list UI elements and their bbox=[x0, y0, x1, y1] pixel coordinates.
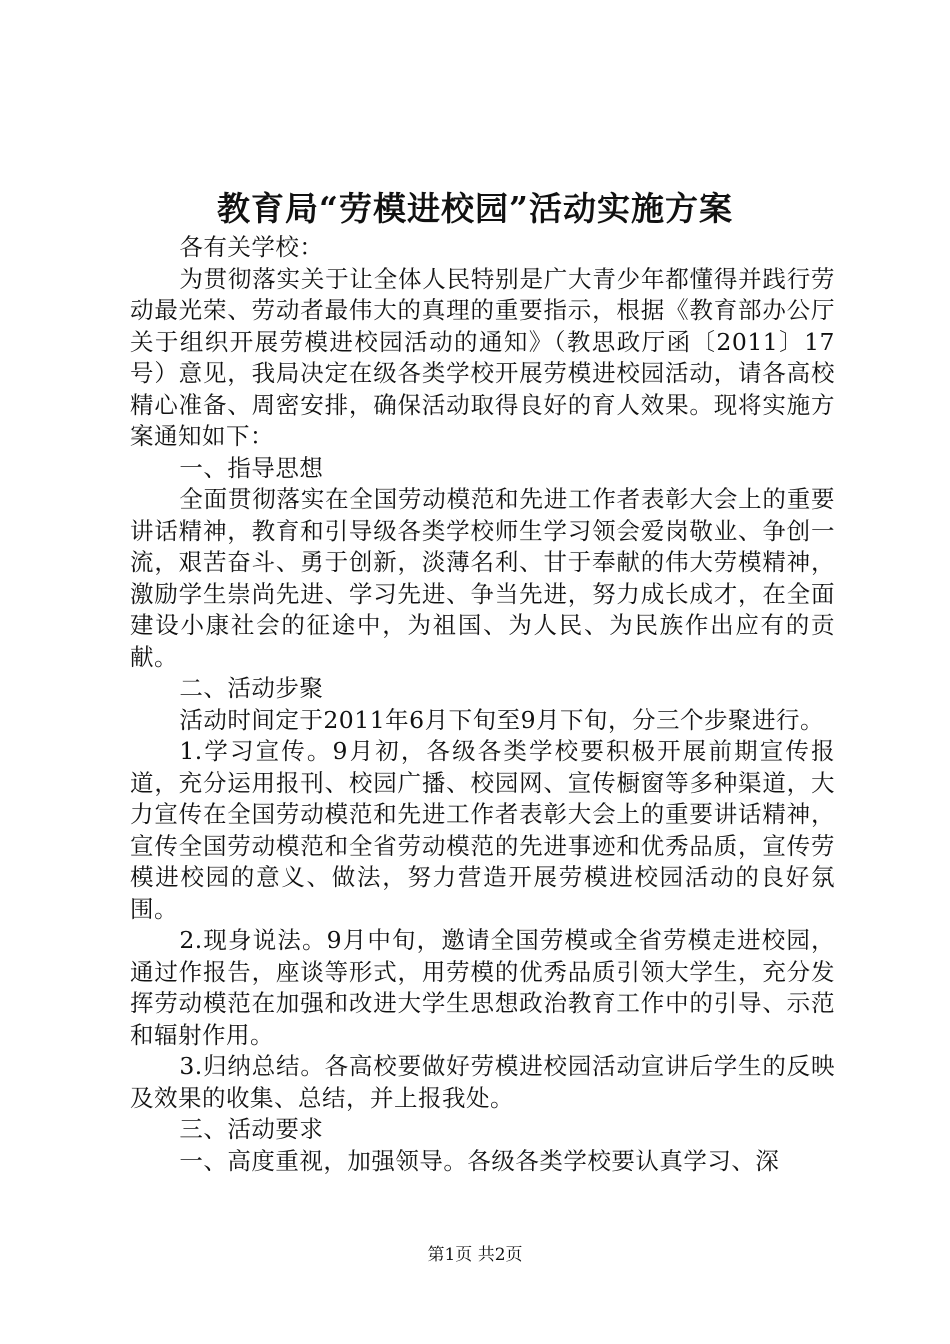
intro-paragraph: 为贯彻落实关于让全体人民特别是广大青少年都懂得并践行劳动最光荣、劳动者最伟大的真理的重要指示，根据《教育部办公厅关于组织开展劳模进校园活动的通知》（教思政厅函〔2011〕17号）意见，我局决定在级各类学校开展劳模进校园活动，请各高校精心准备、周密安排，确保活动取得良好的育人效果。现将实施方案通知如下： bbox=[130, 264, 835, 450]
guiding-thought-paragraph: 全面贯彻落实在全国劳动模范和先进工作者表彰大会上的重要讲话精神，教育和引导级各类学校师生学习领会爱岗敬业、争创一流，艰苦奋斗、勇于创新，淡薄名利、甘于奉献的伟大劳模精神，激励学生崇尚先进、学习先进、争当先进，努力成长成才，在全面建设小康社会的征途中，为祖国、为人民、为民族作出应有的贡献。 bbox=[130, 485, 835, 671]
activity-time-paragraph: 活动时间定于2011年6月下旬至9月下旬，分三个步聚进行。 bbox=[179, 705, 825, 734]
section-heading-activity-requirements: 三、活动要求 bbox=[179, 1115, 324, 1143]
document-body bbox=[130, 232, 835, 1177]
document-title: 教育局“劳模进校园”活动实施方案 bbox=[217, 189, 733, 228]
step-3-paragraph: 3.归纳总结。各高校要做好劳模进校园活动宣讲后学生的反映及效果的收集、总结，并上报我处。 bbox=[130, 1052, 835, 1112]
requirement-1-paragraph: 一、高度重视，加强领导。各级各类学校要认真学习、深 bbox=[179, 1146, 780, 1175]
section-heading-activity-steps: 二、活动步聚 bbox=[179, 674, 324, 702]
salutation: 各有关学校： bbox=[179, 233, 324, 261]
step-2-paragraph: 2.现身说法。9月中旬，邀请全国劳模或全省劳模走进校园，通过作报告，座谈等形式，用劳模的优秀品质引领大学生，充分发挥劳动模范在加强和改进大学生思想政治教育工作中的引导、示范和辐射作用。 bbox=[130, 926, 835, 1049]
section-heading-guiding-thought: 一、指导思想 bbox=[179, 453, 324, 482]
step-1-paragraph: 1.学习宣传。9月初，各级各类学校要积极开展前期宣传报道，充分运用报刊、校园广播、校园网、宣传橱窗等多种渠道，大力宣传在全国劳动模范和先进工作者表彰大会上的重要讲话精神，宣传全国劳动模范和全省劳动模范的先进事迹和优秀品质，宣传劳模进校园的意义、做法，努力营造开展劳模进校园活动的良好氛围。 bbox=[130, 737, 835, 923]
page-footer: 第1页 共2页 bbox=[427, 1245, 523, 1265]
